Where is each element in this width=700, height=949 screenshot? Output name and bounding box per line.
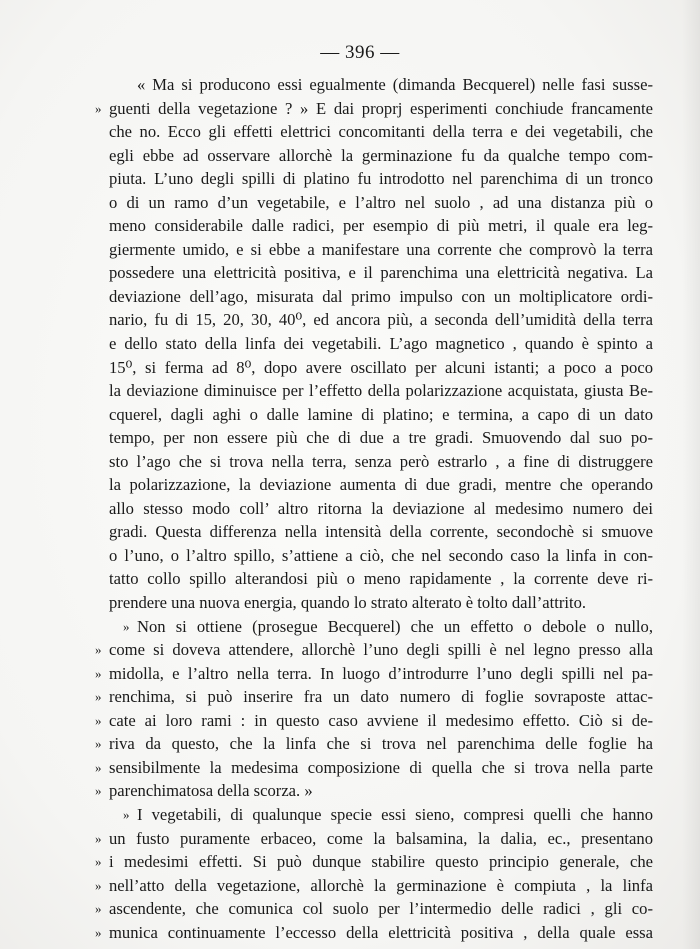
text-line [95,709,653,733]
text-line [95,214,653,238]
text-line [95,850,653,874]
guillemet-marker: » [95,759,102,775]
line-text: sensibilmente la medesima composizione di quella che si trova nella parte [109,757,653,777]
line-text: riva da questo, che la linfa che si trova nel parenchima delle foglie ha [109,734,653,754]
line-text: nario, fu di 15, 20, 30, 40⁰, ed ancora più, a seconda dell’umidità della terra [109,310,653,330]
text-line [95,921,653,945]
line-text: cate ai loro rami : in questo caso avviene il medesimo effetto. Ciò si de- [109,710,653,730]
text-line [95,73,653,97]
text-line [95,520,653,544]
guillemet-marker: » [95,642,102,658]
line-text: tempo, per non essere più che di due a tre gradi. Smuovendo dal suo po- [109,428,653,448]
text-line [95,662,653,686]
page-edge-shadow [682,0,700,949]
guillemet-marker: » [123,806,130,822]
line-text: I vegetabili, di qualunque specie essi sieno, compresi quelli che hanno [137,804,653,824]
text-line [95,685,653,709]
text-line [95,332,653,356]
guillemet-marker: » [95,689,102,705]
line-text: tatto collo spillo alterandosi più o meno rapidamente , la corrente deve ri- [109,569,653,589]
text-line [95,403,653,427]
text-line [95,591,653,615]
line-text: la deviazione diminuisce per l’effetto della polarizzazione acquistata, giusta Be- [109,381,653,401]
page-number: — 396 — [320,42,400,63]
line-text: e dello stato della linfa dei vegetabili. L’ago magnetico , quando è spinto a [109,334,653,354]
guillemet-marker: » [95,783,102,799]
text-line [95,473,653,497]
line-text: ascendente, che comunica col suolo per l’intermedio delle radici , gli co- [109,899,653,919]
line-text: nell’atto della vegetazione, allorchè la germinazione è compiuta , la linfa [109,875,653,895]
text-line [95,756,653,780]
guillemet-marker: » [95,712,102,728]
text-line [95,144,653,168]
line-text: parenchimatosa della scorza. » [109,781,313,801]
text-line [95,191,653,215]
text-line [95,497,653,521]
text-line [95,732,653,756]
line-text: allo stesso modo coll’ altro ritorna la deviazione al medesimo numero dei [109,498,653,518]
line-text: o l’uno, o l’altro spillo, s’attiene a ciò, che nel secondo caso la linfa in con- [109,545,653,565]
line-text: la polarizzazione, la deviazione aumenta di due gradi, mentre che operando [109,475,653,495]
guillemet-marker: » [95,736,102,752]
guillemet-marker: » [95,665,102,681]
line-text: Non si ottiene (prosegue Becquerel) che un effetto o debole o nullo, [137,616,653,636]
line-text: egli ebbe ad osservare allorchè la germinazione fu da qualche tempo com- [109,145,653,165]
line-text: deviazione dell’ago, misurata dal primo impulso con un moltiplicatore ordi- [109,286,653,306]
line-text: gradi. Questa differenza nella intensità della corrente, secondochè si smuove [109,522,653,542]
guillemet-marker: » [95,100,102,116]
text-line [95,120,653,144]
line-text: prendere una nuova energia, quando lo strato alterato è tolto dall’attrito. [109,593,587,613]
text-line [95,261,653,285]
text-line [95,450,653,474]
text-line [95,308,653,332]
line-text: come si doveva attendere, allorchè l’uno degli spilli è nel legno presso alla [109,640,653,660]
line-text: renchima, si può inserire fra un dato numero di foglie sovraposte attac- [109,687,653,707]
guillemet-marker: » [95,830,102,846]
text-line [95,544,653,568]
body-text [95,73,653,944]
line-text: i medesimi effetti. Si può dunque stabilire questo principio generale, che [109,852,653,872]
line-text: midolla, e l’altro nella terra. In luogo d’introdurre l’uno degli spilli nel pa- [109,663,653,683]
guillemet-marker: » [95,924,102,940]
text-line [95,779,653,803]
line-text: « Ma si producono essi egualmente (dimanda Becquerel) nelle fasi susse- [137,75,653,94]
line-text: piuta. L’uno degli spilli di platino fu introdotto nel parenchima di un tronco [109,169,653,189]
text-line [95,238,653,262]
line-text: che no. Ecco gli effetti elettrici concomitanti della terra e dei vegetabili, che [109,122,653,142]
guillemet-marker: » [95,901,102,917]
guillemet-marker: » [95,877,102,893]
text-line [95,827,653,851]
guillemet-marker: » [123,618,130,634]
text-line [95,638,653,662]
line-text: o di un ramo d’un vegetabile, e l’altro nel suolo , ad una distanza più o [109,192,653,212]
line-text: giermente umido, e si ebbe a manifestare una corrente che comprovò la terra [109,239,653,259]
text-line [95,803,653,827]
text-line [95,897,653,921]
line-text: sto l’ago che si trova nella terra, senza però estrarlo , a fine di distruggere [109,451,653,471]
text-line [95,874,653,898]
text-line [95,97,653,121]
line-text: un fusto puramente erbaceo, come la balsamina, la dalia, ec., presentano [109,828,653,848]
line-text: cquerel, dagli aghi o dalle lamine di platino; e termina, a capo di un dato [109,404,653,424]
line-text: 15⁰, si ferma ad 8⁰, dopo avere oscillato per alcuni istanti; a poco a poco [109,357,653,377]
line-text: munica continuamente l’eccesso della elettricità positiva , della quale essa [109,922,653,942]
text-line [95,567,653,591]
text-line [95,379,653,403]
text-line [95,615,653,639]
line-text: guenti della vegetazione ? » E dai proprj esperimenti conchiude francamente [109,98,653,118]
text-line [95,356,653,380]
text-line [95,426,653,450]
text-line [95,285,653,309]
line-text: meno considerabile dalle radici, per esempio di più metri, il quale era leg- [109,216,653,236]
guillemet-marker: » [95,854,102,870]
text-line [95,167,653,191]
line-text: possedere una elettricità positiva, e il parenchima una elettricità negativa. La [109,263,653,283]
